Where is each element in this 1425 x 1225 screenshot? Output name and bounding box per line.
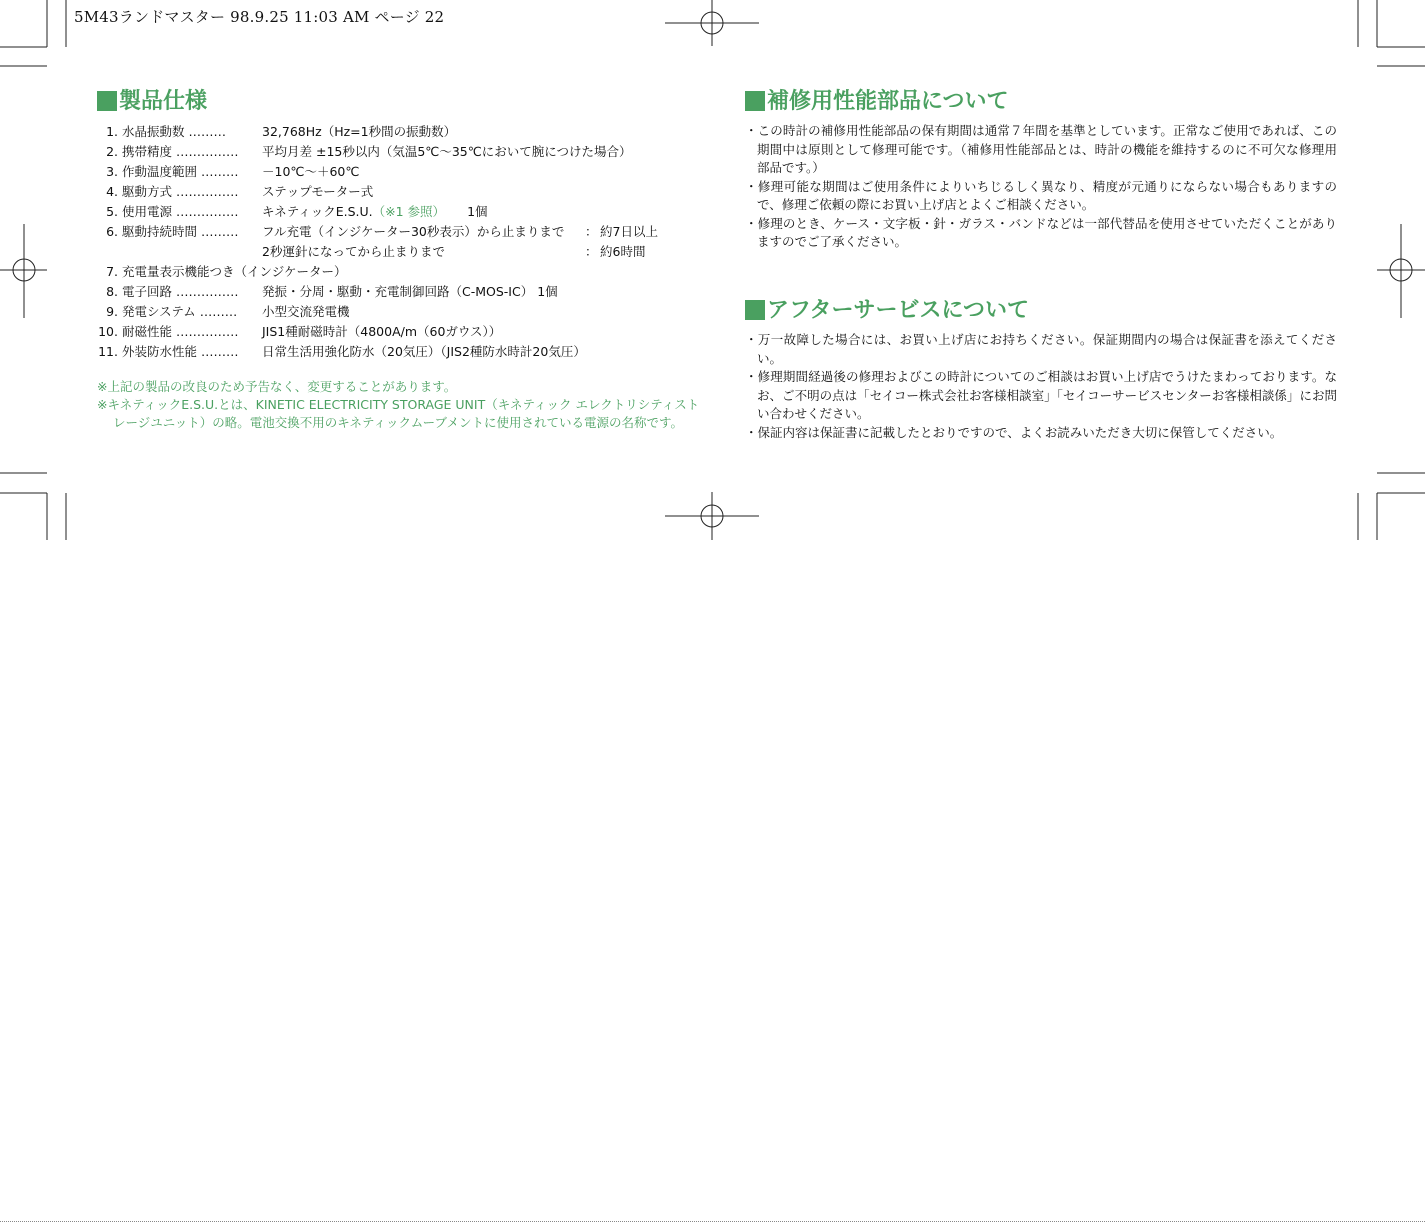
spec-label: 発電システム ……… (122, 304, 238, 319)
spec-value-duration: 約6時間 (600, 244, 646, 259)
spec-label: 水晶振動数 ……… (122, 124, 226, 139)
spec-value: JIS1種耐磁時計（4800A/m（60ガウス）） (262, 324, 502, 339)
spec-row (92, 142, 712, 162)
spec-label: 作動温度範囲 ……… (122, 164, 239, 179)
spec-label: 携帯精度 …………… (122, 144, 239, 159)
spec-colon: ： (585, 244, 598, 259)
spec-row (92, 262, 712, 282)
parts-bullets (745, 122, 1337, 252)
spec-value: 小型交流発電機 (262, 304, 350, 319)
spec-label: 電子回路 …………… (122, 284, 239, 299)
spec-quantity: 1個 (467, 204, 488, 219)
service-bullets (745, 331, 1337, 442)
spec-number: 3. (106, 164, 118, 179)
spec-row (92, 122, 712, 142)
spec-value: －10℃～＋60℃ (262, 164, 360, 179)
spec-colon: ： (585, 224, 598, 239)
square-bullet-icon (745, 91, 765, 111)
spec-value: 平均月差 ±15秒以内（気温5℃～35℃において腕につけた場合） (262, 144, 632, 159)
spec-list (92, 122, 712, 362)
note-paragraph: ※上記の製品の改良のため予告なく、変更することがあります。 (97, 379, 457, 394)
spec-value (262, 202, 488, 222)
spec-value: 32,768Hz（Hz=1秒間の振動数） (262, 124, 457, 139)
bullet-paragraph: ・万一故障した場合には、お買い上げ店にお持ちください。保証期間内の場合は保証書を添えてください。 (745, 332, 1337, 366)
spec-row (92, 242, 712, 262)
bullet-paragraph: ・修理期間経過後の修理およびこの時計についてのご相談はお買い上げ店でうけたまわっております。なお、ご不明の点は「セイコー株式会社お客様相談室」「セイコーサービスセンターお客様相談係」にお問い合わせください。 (745, 369, 1337, 421)
square-bullet-icon (97, 91, 117, 111)
bullet-paragraph: ・保証内容は保証書に記載したとおりですので、よくお読みいただき大切に保管してください。 (745, 424, 1283, 440)
spec-row (92, 282, 712, 302)
spec-value: 2秒運針になってから止まりまで (262, 244, 445, 259)
spec-number: 6. (106, 224, 118, 239)
spec-value-text: キネティックE.S.U. (262, 204, 373, 219)
spec-value: 発振・分周・駆動・充電制御回路（C-MOS-IC） 1個 (262, 284, 558, 299)
note-paragraph: ※キネティックE.S.U.とは、KINETIC ELECTRICITY STORAGE UNIT（キネティック エレクトリシティストレージユニット）の略。電池交換不用のキネティックムーブメントに使用されている電源の名称です。 (97, 397, 700, 430)
specs-title: 製品仕様 (97, 89, 207, 115)
spec-number: 10. (98, 324, 118, 339)
bullet-paragraph: ・修理のとき、ケース・文字板・針・ガラス・バンドなどは一部代替品を使用させていただくことがありますのでご了承ください。 (745, 215, 1337, 249)
spec-label: 駆動方式 …………… (122, 184, 239, 199)
spec-label: 駆動持続時間 ……… (122, 224, 239, 239)
spec-notes (97, 378, 707, 432)
spec-row (92, 302, 712, 322)
square-bullet-icon (745, 300, 765, 320)
spec-number: 2. (106, 144, 118, 159)
spec-value: フル充電（インジケーター30秒表示）から止まりまで (262, 224, 565, 239)
spec-number: 4. (106, 184, 118, 199)
reference-note: （※1 参照） (372, 204, 446, 219)
spec-value-duration: 約7日以上 (600, 224, 658, 239)
spec-label: 外装防水性能 ……… (122, 344, 239, 359)
spec-label: 充電量表示機能つき（インジケーター） (122, 264, 347, 279)
spec-row (92, 202, 712, 222)
spec-row (92, 162, 712, 182)
service-title: アフターサービスについて (745, 298, 1029, 324)
parts-title: 補修用性能部品について (745, 89, 1009, 115)
spec-number: 11. (98, 344, 118, 359)
spec-row (92, 322, 712, 342)
spec-label: 使用電源 …………… (122, 204, 239, 219)
spec-row (92, 342, 712, 362)
spec-row (92, 222, 712, 242)
spec-number: 7. (106, 264, 118, 279)
spec-number: 1. (106, 124, 118, 139)
bottom-dotted-rule (0, 1221, 1425, 1222)
spec-number: 8. (106, 284, 118, 299)
print-header: 5M43ランドマスター 98.9.25 11:03 AM ページ 22 (74, 8, 445, 26)
spec-value: 日常生活用強化防水（20気圧）（JIS2種防水時計20気圧） (262, 344, 586, 359)
spec-label: 耐磁性能 …………… (122, 324, 239, 339)
bullet-paragraph: ・修理可能な期間はご使用条件によりいちじるしく異なり、精度が元通りにならない場合もありますので、修理ご依頼の際にお買い上げ店とよくご相談ください。 (745, 178, 1337, 212)
spec-row (92, 182, 712, 202)
spec-number: 9. (106, 304, 118, 319)
spec-value: ステップモーター式 (262, 184, 374, 199)
spec-number: 5. (106, 204, 118, 219)
bullet-paragraph: ・この時計の補修用性能部品の保有期間は通常７年間を基準としています。正常なご使用であれば、この期間中は原則として修理可能です。（補修用性能部品とは、時計の機能を維持するのに不可欠な修理用部品です。） (745, 123, 1337, 175)
